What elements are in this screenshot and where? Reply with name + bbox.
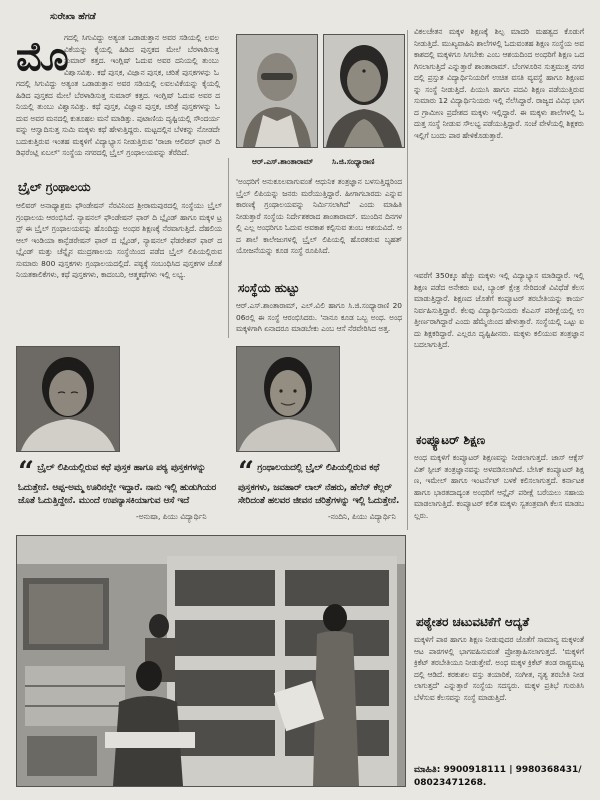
section-computer-education-text: ಅಂಧ ಮಕ್ಕಳಿಗೆ ಕಂಪ್ಯೂಟರ್ ಶಿಕ್ಷಣವನ್ನು ನೀಡಲಾಗುತ್ತದೆ. ಜಾಸ್ ಆಕ್ಸೆಸ್ ವಿತ್ ಸ್ಪೀಚ್ ತಂತ್ರಜ್ಞಾನವನ್ನು ಅಳವಡಿಸಲಾಗಿದೆ. ಬೇಸಿಕ್ ಕಂಪ್ಯೂಟರ್ ಶಿಕ್ಷಣ, ಇಮೇಲ್ ಹಾಗೂ ಇಂಟರ್ನೆಟ್ ಬಳಕೆ ಕಲಿಸಲಾಗುತ್ತದೆ. ಕರ್ನಾಟಕ ಹಾಗೂ ಭಾರತದಾದ್ಯಂತ ಅಂಧರಿಗೆ ಆನ್ಲೈನ್ ಪರೀಕ್ಷೆ ಬರೆಯಲು ಸಹಾಯ ಮಾಡಲಾಗುತ್ತಿದೆ. ಕಂಪ್ಯೂಟರ್ ಕಲಿತ ಮಕ್ಕಳು ಸ್ವತಂತ್ರವಾಗಿ ಕೆಲಸ ಮಾಡಬಲ್ಲರು. <box>414 453 584 520</box>
photo-student-anusha <box>16 346 120 452</box>
right-column-text-1: ವಿಕಲಚೇತನ ಮಕ್ಕಳ ಶಿಕ್ಷಣಕ್ಕೆ ಶಿಲ್ಪ ಮಾದರಿ ಮಹತ್ವದ ಕೊಡುಗೆ ನೀಡುತ್ತಿದೆ. ಮುಖ್ಯವಾಹಿನಿ ಶಾಲೆಗಳಲ್ಲಿ ಓದುವಂತಹ ಶಿಕ್ಷಣ ಸಂಸ್ಥೆಯ ಅವಕಾಶದಲ್ಲಿ ಮಕ್ಕಳಿಗೂ ಸಿಗಬೇಕು ಎಂಬ ಆಶಯದಿಂದ ಅಂಧರಿಗೆ ಶಿಕ್ಷಣ ಒದಗಿಸಲಾಗುತ್ತಿದೆ ಎನ್ನುತ್ತಾರೆ ಶಾಂತಾರಾಮ್. ಬೆಂಗಳೂರಿನ ಸುತ್ತಮುತ್ತ ನಗರದಲ್ಲಿ ಪ್ರಸ್ತುತ ವಿದ್ಯಾರ್ಥಿನಿಯರಿಗೆ ಉಚಿತ ವಸತಿ ವ್ಯವಸ್ಥೆ ಹಾಗೂ ಶಿಕ್ಷಣವನ್ನು ಸಂಸ್ಥೆ ನೀಡುತ್ತಿದೆ. ಪಿಯುಸಿ ಹಾಗೂ ಪದವಿ ಶಿಕ್ಷಣ ಪಡೆಯುತ್ತಿರುವ ಸುಮಾರು 12 ವಿದ್ಯಾರ್ಥಿನಿಯರು ಇಲ್ಲಿ ನೆಲೆಸಿದ್ದಾರೆ. ರಾಜ್ಯದ ವಿವಿಧ ಭಾಗದ ಗ್ರಾಮೀಣ ಪ್ರದೇಶದ ಮಕ್ಕಳು ಇಲ್ಲಿದ್ದಾರೆ. ಈ ಮಕ್ಕಳು ಶಾಲೆಗಳಲ್ಲಿ ಓದುತ್ತ ಸಂಸ್ಥೆ ನೀಡುವ ಸೌಲಭ್ಯ ಪಡೆಯುತ್ತಿದ್ದಾರೆ. ಸಂಜೆ ವೇಳೆಯಲ್ಲಿ ಶಿಕ್ಷಕರು ಇಲ್ಲಿಗೆ ಬಂದು ಪಾಠ ಹೇಳಿಕೊಡುತ್ತಾರೆ. <box>414 27 584 140</box>
contact-info <box>414 764 589 790</box>
quote-author-nandini: -ನಂದಿನಿ, ಪಿಯು ವಿದ್ಯಾರ್ಥಿನಿ <box>328 512 396 521</box>
quote-from-director: 'ಅಂಧರಿಗೆ ಅನುಕೂಲವಾಗುವಂತೆ ಆಧುನಿಕ ತಂತ್ರಜ್ಞಾನ ಬಳಸುತ್ತಿದ್ದರಿಂದ ಬ್ರೈಲ್ ಲಿಪಿಯನ್ನು ಜನರು ಮರೆಯುತ್ತಿದ್ದಾರೆ. ಹೀಗಾಗಬಾರದು ಎನ್ನುವ ಕಾರಣಕ್ಕೆ ಗ್ರಂಥಾಲಯವನ್ನು ನಿರ್ಮಿಸಲಾಗಿದೆ' ಎಂದು ಮಾಹಿತಿ ನೀಡುತ್ತಾರೆ ಸಂಸ್ಥೆಯ ನಿರ್ದೇಶಕರಾದ ಶಾಂತಾರಾಮ್. ಮುಂದಿನ ದಿನಗಳಲ್ಲಿ ಎಲ್ಲ ಅಂಧರಿಗೂ ಓದುವ ಅವಕಾಶ ಕಲ್ಪಿಸುವ ತುಂಬ ಆಶಯವಿದೆ. ಅದ ಶಾಲೆ ಕಾಲೇಜುಗಳಲ್ಲಿ ಬ್ರೈಲ್ ಲಿಪಿಯಲ್ಲಿ ಹೊರತರುವ ಬೃಹತ್ ಯೋಜನೆಯನ್ನು ಕೂಡ ಸಂಸ್ಥೆ ರೂಪಿಸಿದೆ. <box>236 177 402 255</box>
photo-braille-library <box>16 535 406 787</box>
quote-author-anusha: -ಅನುಷಾ, ಪಿಯು ವಿದ್ಯಾರ್ಥಿನಿ <box>136 512 207 521</box>
student-nandini-image <box>237 347 339 451</box>
section-heading-braille-library: ಬ್ರೈಲ್ ಗ್ರಂಥಾಲಯ <box>18 180 91 194</box>
intro-paragraph-lead: ಗದಲ್ಲಿ ಸಿಗುವಿದ್ದು ಅತ್ಯಂತ ಒಡಾಡುತ್ತಾನ ಅವರ ಸಡಿಯಲ್ಲಿ ಲವಲವಿಕೆಯನ್ನು ಕೈಯಲ್ಲಿ ಹಿಡಿದ ಪುಸ್ತಕದ ಮೇಲೆ ಬೆರಳಾಡಿಸುತ್ತ ಸುಮಾರ್ ಕತ್ತದ. ಇಂಗ್ಲಿಷ್ ಓದುವ ಅವರ ದನಿಯಲ್ಲಿ ತುಂಬು ವಿಶ್ವಾಸವಿತ್ತು. ಕಥೆ ಪುಸ್ತಕ, ವಿಜ್ಞಾನ ಪುಸ್ತಕ, ಚರಿತ್ರೆ ಪುಸ್ತಕಗಳನ್ನು ಓ <box>64 33 219 76</box>
intro-paragraph: ಗದಲ್ಲಿ ಸಿಗುವಿದ್ದು ಅತ್ಯಂತ ಒಡಾಡುತ್ತಾನ ಅವರ ಸಡಿಯಲ್ಲಿ ಲವಲವಿಕೆಯನ್ನು ಕೈಯಲ್ಲಿ ಹಿಡಿದ ಪುಸ್ತಕದ ಮೇಲೆ ಬೆರಳಾಡಿಸುತ್ತ ಸುಮಾರ್ ಕತ್ತದ. ಇಂಗ್ಲಿಷ್ ಓದುವ ಅವರ ದನಿಯಲ್ಲಿ ತುಂಬು ವಿಶ್ವಾಸವಿತ್ತು. ಕಥೆ ಪುಸ್ತಕ, ವಿಜ್ಞಾನ ಪುಸ್ತಕ, ಚರಿತ್ರೆ ಪುಸ್ತಕಗಳನ್ನು ಓದುವ ಅವರ ಮನದಲ್ಲಿ ಕುತೂಹಲ ಮನೆ ಮಾಡಿತ್ತು. ಪುಟಾಣಿಯ ದೃಷ್ಟಿಯಲ್ಲಿ ಸೌಂದರ್ಯವನ್ನು ಆಸ್ವಾದಿಸುತ್ತ ಸುಮಿ ಮಕ್ಕಳು ಕಥೆ ಹೇಳುತ್ತಿದ್ದರು. ಮಟ್ಟದಲ್ಲಿನ ಬೆಳಕನ್ನು ನೋಡದೇ ಬದುಕುತ್ತಿರುವ ಇಂತಹ ಮಕ್ಕಳಿಗೆ ವಿದ್ಯಾಭ್ಯಾಸ ನೀಡುತ್ತಿರುವ 'ರಾಜಾ ಆಲಿವರ್ ಫಾರ್ ದಿ ಡಿಫರೆಂಟ್ಲಿ ಏಬಲ್' ಸಂಸ್ಥೆಯ ನಗರದಲ್ಲಿ ಬ್ರೈಲ್ ಗ್ರಂಥಾಲಯವನ್ನು ತೆರೆದಿದೆ. <box>16 79 220 157</box>
drop-cap: ಮೊ <box>16 33 69 80</box>
caption-sandhyarani: ಸಿ.ಜಿ.ಸಂಧ್ಯಾರಾಣಿ <box>332 157 375 166</box>
portrait-woman-image <box>324 35 404 147</box>
right-column-text-2: ಇವರೆಗೆ 350ಕ್ಕೂ ಹೆಚ್ಚು ಮಕ್ಕಳು ಇಲ್ಲಿ ವಿದ್ಯಾಭ್ಯಾಸ ಮಾಡಿದ್ದಾರೆ. ಇಲ್ಲಿ ಶಿಕ್ಷಣ ಪಡೆದ ಅನೇಕರು ಐಟಿ, ಬ್ಯಾಂಕ್ ಕ್ಷೇತ್ರ ಸೇರಿದಂತೆ ವಿವಿಧೆಡೆ ಕೆಲಸ ಮಾಡುತ್ತಿದ್ದಾರೆ. ಶಿಕ್ಷಣದ ಜೊತೆಗೆ ಕಂಪ್ಯೂಟರ್ ತರಬೇತಿಯನ್ನು ಕಾರ್ಯನಿರ್ವಹಿಸುತ್ತಿದ್ದಾರೆ. ಕೆಲವು ವಿದ್ಯಾರ್ಥಿನಿಯರು ಕೆಎಎಸ್ ಪರೀಕ್ಷೆಯಲ್ಲಿ ಉತ್ತೀರ್ಣರಾಗಿದ್ದಾರೆ ಎಂದು ಹೆಮ್ಮೆಯಿಂದ ಹೇಳುತ್ತಾರೆ. ಸಂಸ್ಥೆಯಲ್ಲಿ ಒಟ್ಟು ಐದು ಶಿಕ್ಷಕರಿದ್ದಾರೆ. ಎಲ್ಲರೂ ದೃಷ್ಟಿಹೀನರು. ಮಕ್ಕಳು ಕಲಿಯುವ ತಂತ್ರಜ್ಞಾನ ಬದಲಾಗುತ್ತಿದೆ. <box>414 271 584 349</box>
contact-phones: 9900918111 | 9980368431/ <box>443 765 582 775</box>
portrait-man-image <box>237 35 317 147</box>
student-quote-anusha <box>18 455 220 508</box>
caption-shantharam: ಆರ್.ಎಸ್.ಶಾಂತಾರಾಮ್ <box>252 157 314 166</box>
open-quote-icon: “ <box>18 455 35 488</box>
photo-student-nandini <box>236 346 340 452</box>
contact-phone-landline: 08023471268. <box>414 778 487 788</box>
quote-text: ಬ್ರೈಲ್ ಲಿಪಿಯಲ್ಲಿರುವ ಕಥೆ ಪುಸ್ತಕ ಹಾಗೂ ಪಠ್ಯ ಪುಸ್ತಕಗಳನ್ನು ಓದುತ್ತೇನೆ. ಅಪ್ಪ-ಅಮ್ಮ ಊರಿನಲ್ಲೇ ಇದ್ದಾರೆ. ನಾನು ಇಲ್ಲಿ ಹುಡುಗಿಯರ ಜೊತೆ ಓದುತ್ತಿದ್ದೇನೆ. ಮುಂದೆ ಉಪನ್ಯಾಸಕಿಯಾಗುವ ಆಸೆ ಇದೆ <box>18 463 217 506</box>
student-anusha-image <box>17 347 119 451</box>
quote-text: ಗ್ರಂಥಾಲಯದಲ್ಲಿ ಬ್ರೈಲ್ ಲಿಪಿಯಲ್ಲಿರುವ ಕಥೆ ಪುಸ್ತಕಗಳು, ಜವಹಾರ್ ಲಾಲ್ ನೆಹರು, ಹೆಲೆನ್ ಕೆಲ್ಲರ್ ಸೇರಿದಂತೆ ಹಲವರ ಜೀವನ ಚರಿತ್ರೆಗಳನ್ನು ಇಲ್ಲಿ ಓದುತ್ತೇನೆ. <box>238 463 400 506</box>
section-institution-origin-text: ಆರ್.ಎಸ್.ಶಾಂತಾರಾಮ್, ಎಲ್.ವಿಲಿ ಹಾಗೂ ಸಿ.ಜಿ.ಸಂಧ್ಯಾರಾಣಿ 2006ರಲ್ಲಿ ಈ ಸಂಸ್ಥೆ ಆರಂಭಿಸಿದರು. 'ನಾನೂ ಕೂಡ ಒಬ್ಬ ಅಂಧ. ಅಂಧ ಮಕ್ಕಳಿಗಾಗಿ ಏನಾದರೂ ಮಾಡಬೇಕು ಎಂಬ ಆಸೆ ನೆರವೇರಿಸಿದ ಅತ್ತ. <box>236 301 402 333</box>
contact-label: ಮಾಹಿತಿ: <box>414 765 441 775</box>
section-heading-extracurricular: ಪಠ್ಯೇತರ ಚಟುವಟಿಕೆಗೆ ಆದ್ಯತೆ <box>416 615 530 629</box>
section-braille-library-text: ಆಲಿವರ್ ಅನಾಥ್ಯಾಶ್ರಮ ಫೌಂಡೇಷನ್ ನೆರವಿನಿಂದ ಶ್ರೀರಾಮಪುರದಲ್ಲಿ ಸಂಸ್ಥೆಯು ಬ್ರೈಲ್ ಗ್ರಂಥಾಲಯ ಆರಂಭಿಸಿದೆ. ನ್ಯಾಷನಲ್ ಫೌಂಡೇಷನ್ ಫಾರ್ ದಿ ಬ್ಲೈಂಡ್ ಹಾಗೂ ಮಕ್ಕಳ ಟ್ರಸ್ಟ್ ಈ ಬ್ರೈಲ್ ಗ್ರಂಥಾಲಯವನ್ನು ಹೊಂದಿದ್ದು ಅಂಧರ ಶಿಕ್ಷಣಕ್ಕೆ ನೆರವಾಗುತ್ತಿದೆ. ದೆಹಲಿಯ ಆಲ್ ಇಂಡಿಯಾ ಕಾನ್ಫೆಡರೇಷನ್ ಫಾರ್ ದ ಬ್ಲೈಂಡ್, ನ್ಯಾಷನಲ್ ಫೆಡರೇಶನ್ ಫಾರ್ ದ ಬ್ಲೈಂಡ್ ಮತ್ತು ಚೆನ್ನೈನ ಮುದ್ರಣಾಲಯ ಸಂಸ್ಥೆಯಿಂದ ಪಡೆದ ಬ್ರೈಲ್ ಲಿಪಿಯಲ್ಲಿರುವ ಸುಮಾರು 800 ಪುಸ್ತಕಗಳು ಗ್ರಂಥಾಲಯದಲ್ಲಿದೆ. ಪಠ್ಯಕ್ಕೆ ಸಂಬಂಧಿಸಿದ ಪುಸ್ತಕಗಳ ಜೊತೆ ನಿಯತಕಾಲಿಕೆಗಳು, ಕಥೆ ಪುಸ್ತಕಗಳು, ಕಾದಂಬರಿ, ಆತ್ಮಕಥೆಗಳು ಇಲ್ಲಿ ಲಭ್ಯ. <box>16 201 222 279</box>
library-scene-image <box>17 536 405 786</box>
portrait-shantharam <box>236 34 318 148</box>
column-divider <box>407 30 408 530</box>
portrait-sandhyarani <box>323 34 405 148</box>
section-heading-institution-origin: ಸಂಸ್ಥೆಯ ಹುಟ್ಟು <box>238 281 300 295</box>
column-divider <box>228 158 229 338</box>
open-quote-icon: “ <box>238 455 255 488</box>
section-heading-computer-education: ಕಂಪ್ಯೂಟರ್ ಶಿಕ್ಷಣ <box>416 433 486 447</box>
section-extracurricular-text: ಮಕ್ಕಳಿಗೆ ಪಾಠ ಹಾಗೂ ಶಿಕ್ಷಣ ನೀಡುವುದರ ಜೊತೆಗೆ ಸಾಮಾನ್ಯ ಮಕ್ಕಳಂತೆ ಆಟ ಪಾಠಗಳಲ್ಲಿ ಭಾಗವಹಿಸುವಂತೆ ಪ್ರೋತ್ಸಾಹಿಸಲಾಗುತ್ತದೆ. 'ಮಕ್ಕಳಿಗೆ ಕ್ರಿಕೆಟ್ ತರಬೇತಿಯೂ ನೀಡುತ್ತೇವೆ. ಅಂಧ ಮಕ್ಕಳ ಕ್ರಿಕೆಟ್ ತಂಡ ರಾಷ್ಟ್ರಮಟ್ಟದಲ್ಲಿ ಆಡಿದೆ. ಕರಕುಶಲ ವಸ್ತು ತಯಾರಿಕೆ, ಸಂಗೀತ, ನೃತ್ಯ ತರಬೇತಿ ನೀಡಲಾಗುತ್ತದೆ' ಎನ್ನುತ್ತಾರೆ ಸಂಸ್ಥೆಯ ಸದಸ್ಯರು. ಮಕ್ಕಳ ಪ್ರತಿಭೆ ಗುರುತಿಸಿ ಬೆಳೆಸುವ ಕೆಲಸವನ್ನು ಸಂಸ್ಥೆ ಮಾಡುತ್ತಿದೆ. <box>414 635 584 702</box>
byline: ಸುರೇಖಾ ಹೆಗಡೆ <box>50 12 96 22</box>
student-quote-nandini <box>238 455 404 508</box>
